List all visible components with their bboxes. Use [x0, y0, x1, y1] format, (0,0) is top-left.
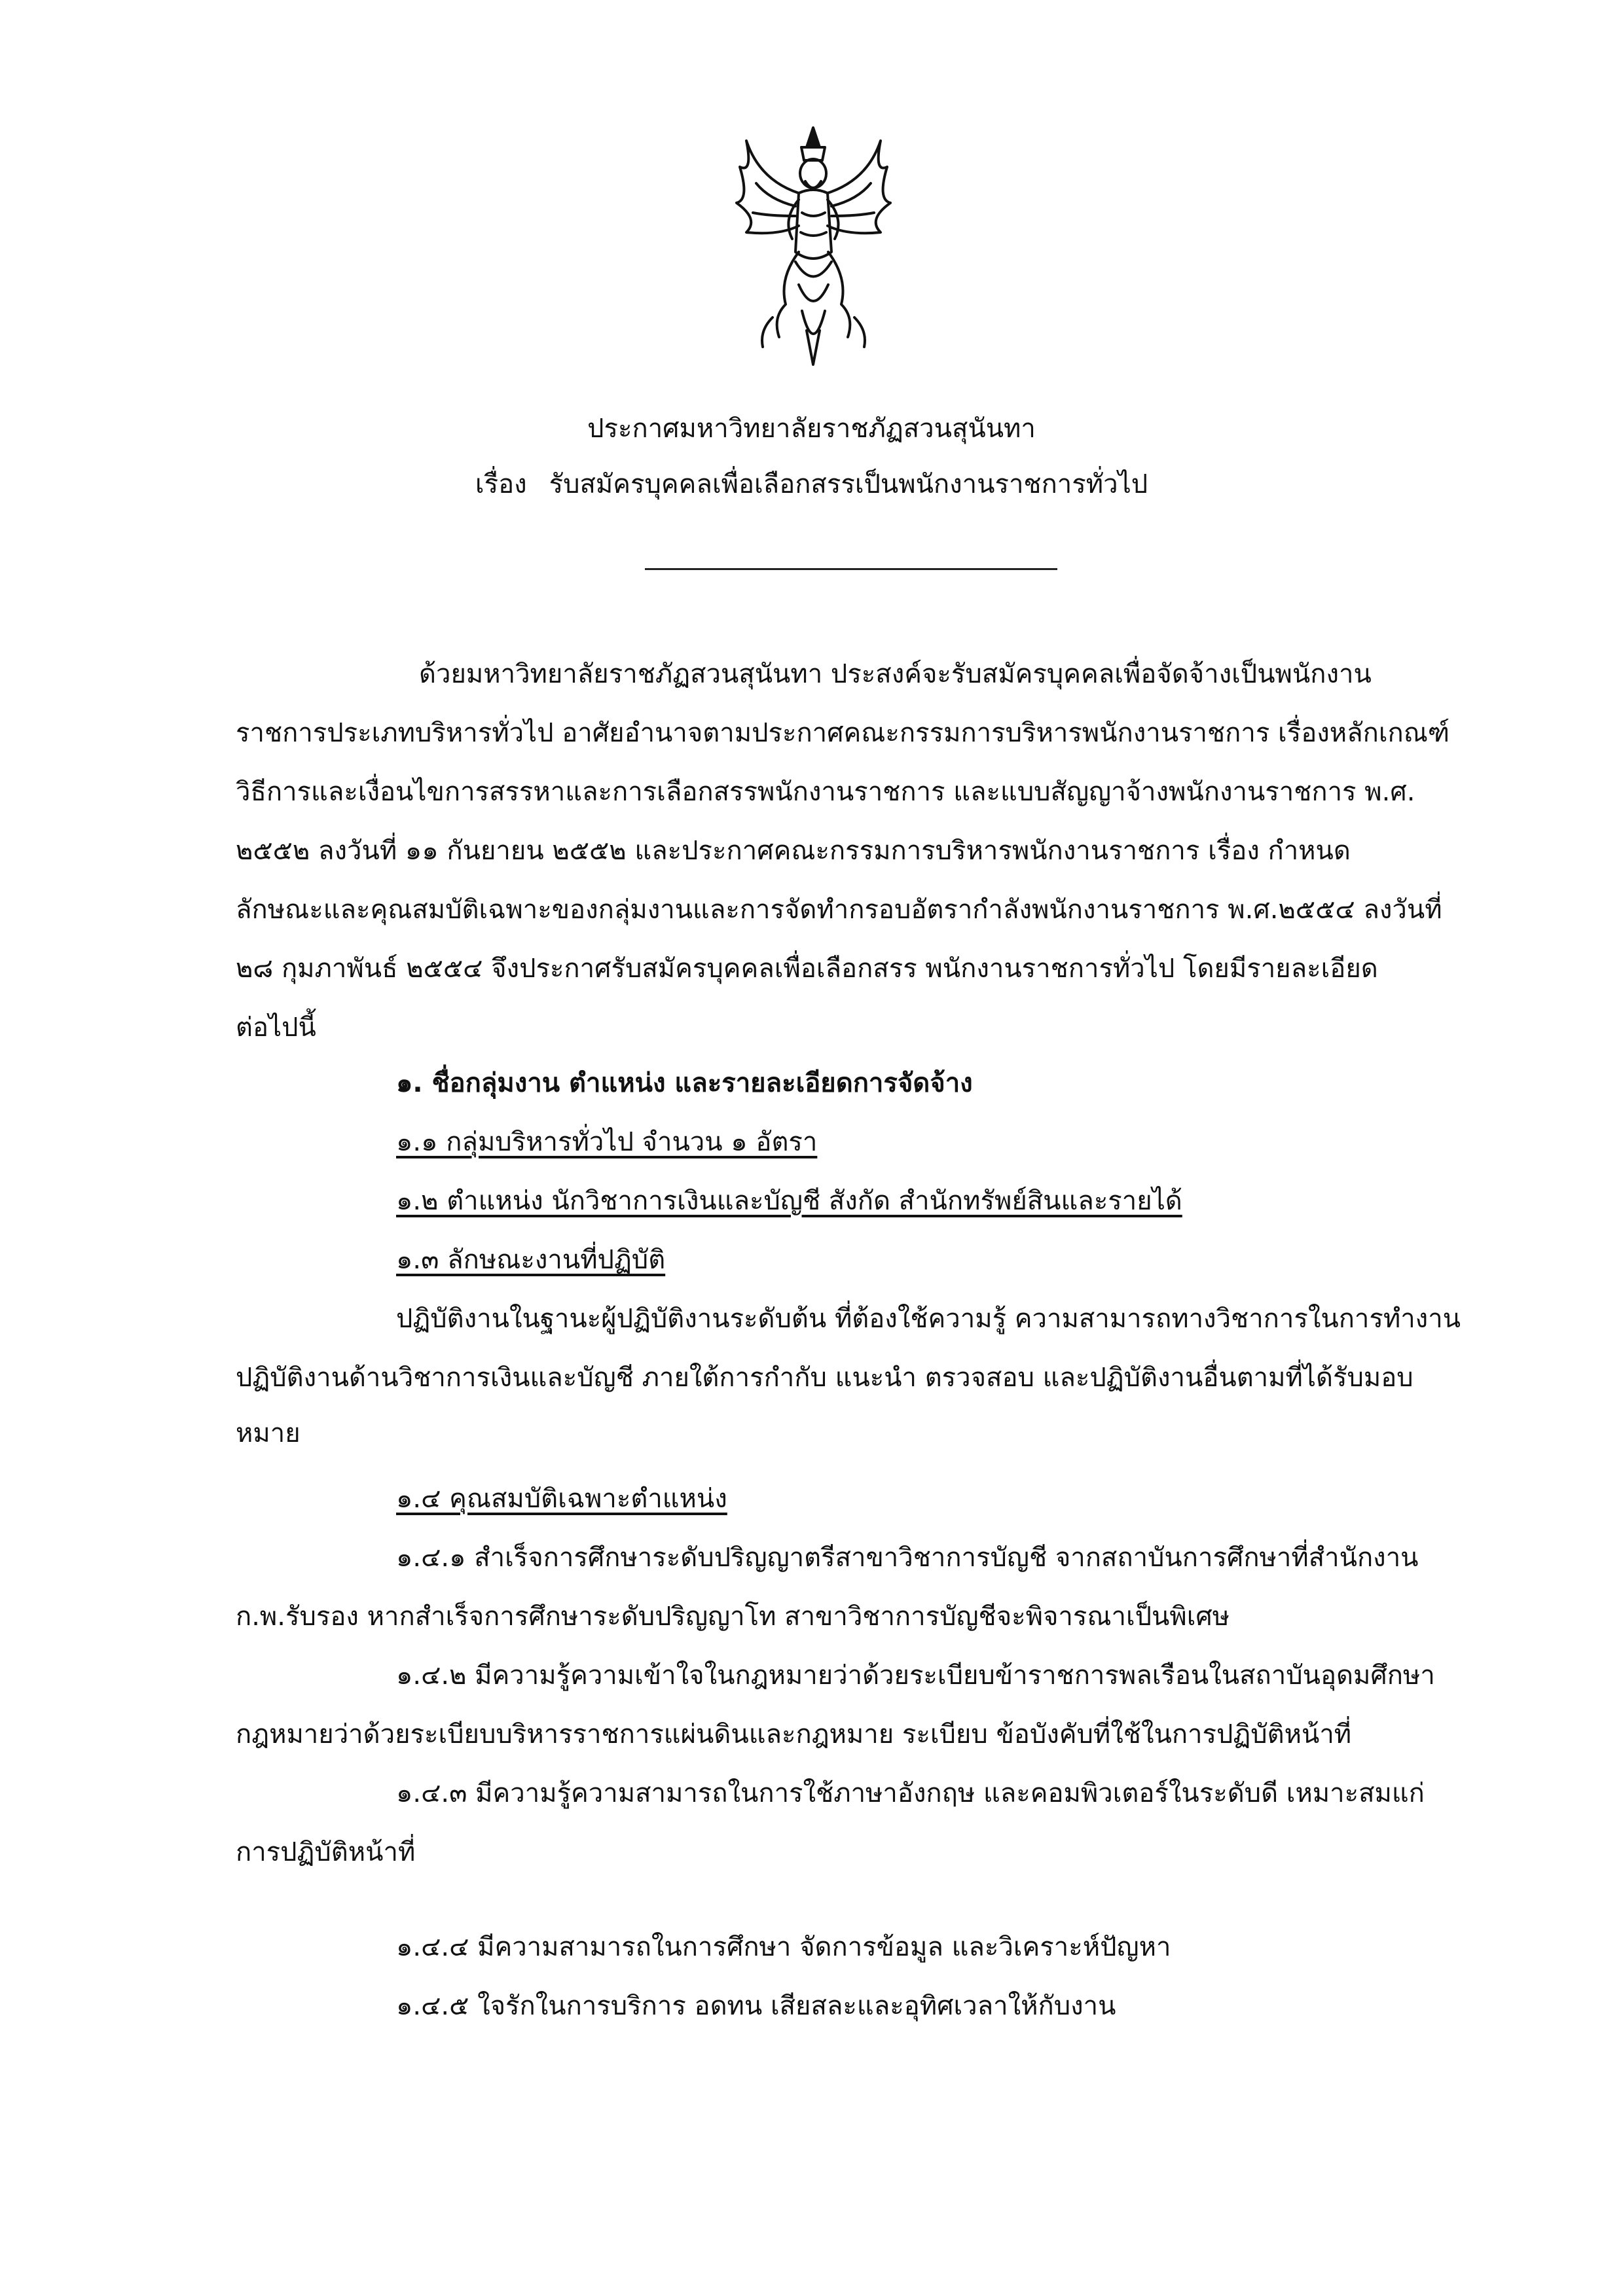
section-1-3-line-2: ปฏิบัติงานด้านวิชาการเงินและบัญชี ภายใต้การกำกับ แนะนำ ตรวจสอบ และปฏิบัติงานอื่นตามที่ได้รับมอบ [236, 1363, 1413, 1393]
intro-line-7: ต่อไปนี้ [236, 1013, 316, 1043]
section-1-4-2-line-1: ๑.๔.๒ มีความรู้ความเข้าใจในกฎหมายว่าด้วยระเบียบข้าราชการพลเรือนในสถาบันอุดมศึกษา [396, 1660, 1435, 1691]
subject-label: เรื่อง [475, 469, 527, 499]
title-divider [645, 568, 1057, 570]
section-1-3: ๑.๓ ลักษณะงานที่ปฏิบัติ [396, 1245, 666, 1275]
announcement-subject [0, 465, 1623, 504]
section-1-heading: ๑. ชื่อกลุ่มงาน ตำแหน่ง และรายละเอียดการจัดจ้าง [396, 1068, 973, 1098]
section-1-2: ๑.๒ ตำแหน่ง นักวิชาการเงินและบัญชี สังกัด สำนักทรัพย์สินและรายได้ [396, 1186, 1182, 1216]
intro-line-3: วิธีการและเงื่อนไขการสรรหาและการเลือกสรรพนักงานราชการ และแบบสัญญาจ้างพนักงานราชการ พ.ศ. [236, 777, 1415, 807]
intro-line-6: ๒๘ กุมภาพันธ์ ๒๕๕๔ จึงประกาศรับสมัครบุคคลเพื่อเลือกสรร พนักงานราชการทั่วไป โดยมีรายละเอียด [236, 954, 1378, 984]
announcement-title: ประกาศมหาวิทยาลัยราชภัฏสวนสุนันทา [587, 414, 1036, 444]
section-1-4-1-line-2: ก.พ.รับรอง หากสำเร็จการศึกษาระดับปริญญาโท สาขาวิชาการบัญชีจะพิจารณาเป็นพิเศษ [236, 1602, 1230, 1632]
section-1-4-3-line-2: การปฏิบัติหน้าที่ [236, 1837, 416, 1867]
section-1-4-3-line-1: ๑.๔.๓ มีความรู้ความสามารถในการใช้ภาษาอังกฤษ และคอมพิวเตอร์ในระดับดี เหมาะสมแก่ [396, 1778, 1425, 1808]
section-1-4-5: ๑.๔.๕ ใจรักในการบริการ อดทน เสียสละและอุทิศเวลาให้กับงาน [396, 1991, 1116, 2021]
section-1-4-4: ๑.๔.๔ มีความสามารถในการศึกษา จัดการข้อมูล และวิเคราะห์ปัญหา [396, 1932, 1171, 1962]
section-1-4-1-line-1: ๑.๔.๑ สำเร็จการศึกษาระดับปริญญาตรีสาขาวิชาการบัญชี จากสถาบันการศึกษาที่สำนักงาน [396, 1543, 1419, 1573]
section-1-4-2-line-2: กฎหมายว่าด้วยระเบียบบริหารราชการแผ่นดินและกฎหมาย ระเบียบ ข้อบังคับที่ใช้ในการปฏิบัติหน้าที่ [236, 1719, 1352, 1749]
section-1-1: ๑.๑ กลุ่มบริหารทั่วไป จำนวน ๑ อัตรา [396, 1127, 818, 1157]
intro-line-2: ราชการประเภทบริหารทั่วไป อาศัยอำนาจตามประกาศคณะกรรมการบริหารพนักงานราชการ เรื่องหลักเกณฑ์ [236, 718, 1450, 748]
intro-line-1: ด้วยมหาวิทยาลัยราชภัฏสวนสุนันทา ประสงค์จะรับสมัครบุคคลเพื่อจัดจ้างเป็นพนักงาน [419, 659, 1372, 689]
section-1-3-line-3: หมาย [236, 1418, 301, 1448]
section-1-3-line-1: ปฏิบัติงานในฐานะผู้ปฏิบัติงานระดับต้น ที่ต้องใช้ความรู้ ความสามารถทางวิชาการในการทำงาน [396, 1304, 1461, 1334]
garuda-emblem [733, 121, 894, 370]
section-1-4: ๑.๔ คุณสมบัติเฉพาะตำแหน่ง [396, 1484, 727, 1514]
intro-line-5: ลักษณะและคุณสมบัติเฉพาะของกลุ่มงานและการจัดทำกรอบอัตรากำลังพนักงานราชการ พ.ศ.๒๕๕๔ ลงวันที่ [236, 895, 1442, 925]
intro-line-4: ๒๕๕๒ ลงวันที่ ๑๑ กันยายน ๒๕๕๒ และประกาศคณะกรรมการบริหารพนักงานราชการ เรื่อง กำหนด [236, 836, 1351, 866]
subject-text: รับสมัครบุคคลเพื่อเลือกสรรเป็นพนักงานราชการทั่วไป [549, 469, 1148, 499]
